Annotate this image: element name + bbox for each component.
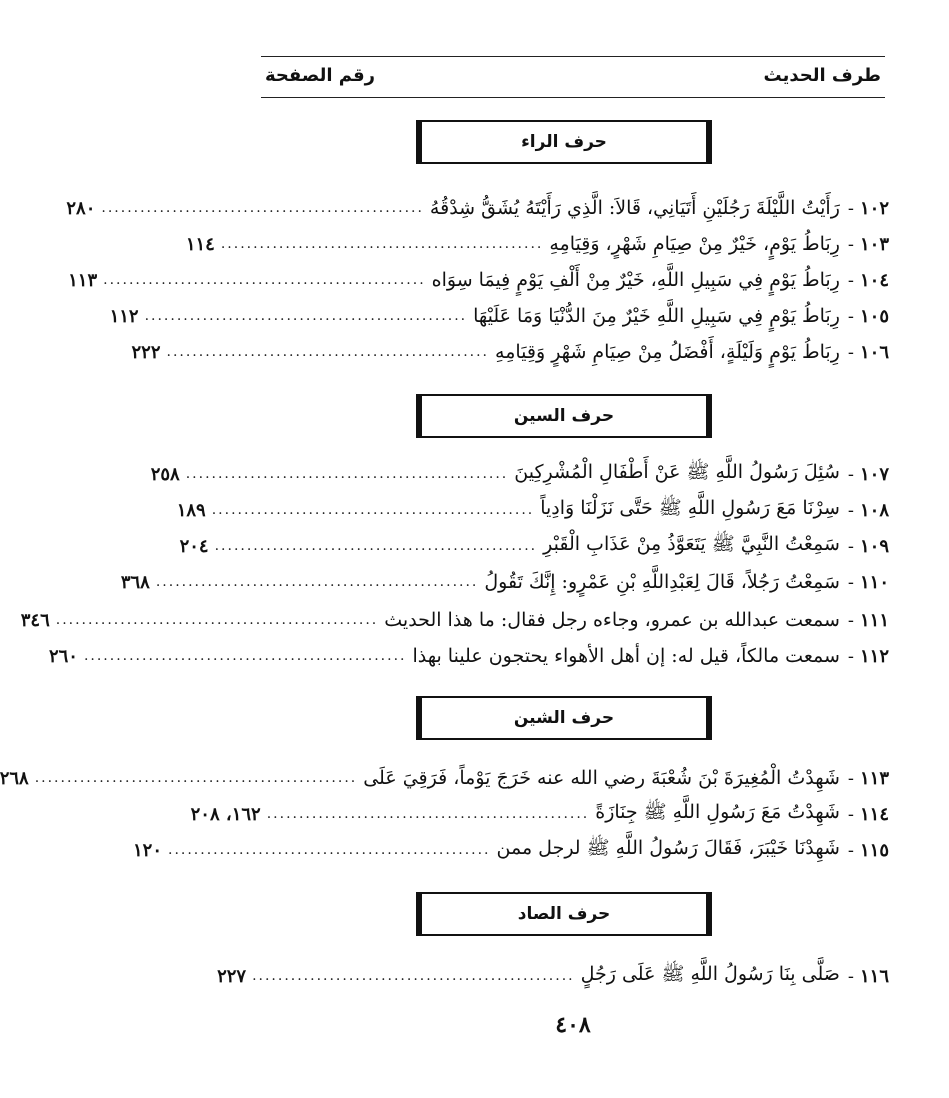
index-entry: ١٠٤ - رِبَاطُ يَوْمٍ فِي سَبِيلِ اللَّهِ، خَيْرٌ مِنْ أَلْفِ يَوْمٍ فِيمَا سِوَاه .................................................. ١١٣ [68, 269, 889, 291]
entry-text: رِبَاطُ يَوْمٍ فِي سَبِيلِ اللَّهِ خَيْرٌ مِنَ الدُّنْيَا وَمَا عَلَيْهَا [473, 305, 840, 327]
entry-number: ١١٢ [859, 645, 889, 667]
entry-number: ١١٠ [859, 571, 889, 593]
entry-page: ٣٤٦ [20, 609, 50, 631]
entry-text: سَمِعْتُ رَجُلاً، قَالَ لِعَبْدِاللَّهِ بْنِ عَمْرٍو: إِنَّكَ تَقُولُ [484, 571, 840, 593]
entry-page: ١٢٠ [132, 839, 162, 861]
entry-page: ١١٢ [109, 305, 139, 327]
entry-page: ١١٣ [68, 269, 98, 291]
section-title: حرف السين [513, 406, 615, 426]
entry-number: ١٠٩ [859, 535, 889, 557]
index-entry: ١١٥ - شَهِدْنَا خَيْبَرَ، فَقَالَ رَسُولُ اللَّهِ ﷺ لرجل ممن .................................................. ١٢٠ [263, 834, 889, 866]
index-entry: ١٠٥ - رِبَاطُ يَوْمٍ فِي سَبِيلِ اللَّهِ خَيْرٌ مِنَ الدُّنْيَا وَمَا عَلَيْهَا .................................................. ١١٢ [109, 305, 889, 327]
entry-page: ٢٠٤ [179, 535, 209, 557]
entry-page: ٢٨٠ [66, 197, 96, 219]
section-heading-sad [416, 892, 712, 936]
entry-number: ١١٥ [859, 839, 889, 861]
entry-text: رِبَاطُ يَوْمٍ وَلَيْلَةٍ، أَفْضَلُ مِنْ صِيَامِ شَهْرٍ وَقِيَامِهِ [495, 341, 840, 363]
entry-page: ١٦٢، ٢٠٨ [190, 803, 261, 825]
entry-number: ١١٤ [859, 803, 889, 825]
entry-number: ١٠٤ [859, 269, 889, 291]
index-entry: ١١٤ - شَهِدْتُ مَعَ رَسُولِ اللَّهِ ﷺ جِنَازَةً .................................................. ١٦٢، ٢٠٨ [263, 798, 889, 830]
entry-page: ٣٦٨ [120, 571, 150, 593]
index-entry: ١١٢ - سمعت مالكاً، قيل له: إن أهل الأهواء يحتجون علينا بهذا .................................................. ٢٦٠ [48, 645, 889, 667]
entry-number: ١٠٥ [859, 305, 889, 327]
index-entry: ١٠٢ - رَأَيْتُ اللَّيْلَةَ رَجُلَيْنِ أَتَيَانِي، قَالاَ: الَّذِي رَأَيْتَهُ يُشَقُّ شِدْقُهُ .................................................. ٢٨٠ [66, 197, 889, 219]
entry-text: رِبَاطُ يَوْمٍ فِي سَبِيلِ اللَّهِ، خَيْرٌ مِنْ أَلْفِ يَوْمٍ فِيمَا سِوَاه [431, 269, 840, 291]
entry-page: ٢٢٢ [131, 341, 161, 363]
leader-dots: .................................................. [144, 308, 468, 324]
leader-dots: .................................................. [185, 466, 509, 482]
leader-dots: .................................................. [211, 502, 535, 518]
header-page-column: رقم الصفحة [265, 65, 376, 86]
entry-text: رِبَاطُ يَوْمٍ، خَيْرٌ مِنْ صِيَامِ شَهْرٍ، وَقِيَامِهِ [549, 233, 840, 255]
section-heading-sheen [416, 696, 712, 740]
leader-dots: .................................................. [34, 770, 358, 786]
entry-number: ١١١ [859, 609, 889, 631]
leader-dots: .................................................. [55, 612, 379, 628]
entry-page: ١١٤ [185, 233, 215, 255]
header-hadith-column: طرف الحديث [763, 65, 881, 86]
page-number: ٤٠٨ [555, 1012, 591, 1038]
leader-dots: .................................................. [83, 648, 407, 664]
entry-page: ٢٦٨ [0, 767, 29, 789]
leader-dots: .................................................. [266, 806, 590, 822]
index-entry: ١٠٣ - رِبَاطُ يَوْمٍ، خَيْرٌ مِنْ صِيَامِ شَهْرٍ، وَقِيَامِهِ .................................................. ١١٤ [185, 233, 889, 255]
index-entry: ١١٣ - شَهِدْتُ الْمُغِيرَةَ بْنَ شُعْبَةَ رضي الله عنه خَرَجَ يَوْماً، فَرَقِيَ عَلَى .................................................. ٢٦٨ [0, 767, 889, 789]
entry-page: ٢٢٧ [217, 965, 247, 987]
entry-text: رَأَيْتُ اللَّيْلَةَ رَجُلَيْنِ أَتَيَانِي، قَالاَ: الَّذِي رَأَيْتَهُ يُشَقُّ شِدْقُهُ [429, 197, 840, 219]
leader-dots: .................................................. [252, 968, 575, 984]
index-entry: ١١٠ - سَمِعْتُ رَجُلاً، قَالَ لِعَبْدِاللَّهِ بْنِ عَمْرٍو: إِنَّكَ تَقُولُ .................................................. ٣٦٨ [120, 571, 889, 593]
leader-dots: .................................................. [101, 200, 424, 216]
leader-dots: .................................................. [220, 236, 544, 252]
entry-text: سمعت مالكاً، قيل له: إن أهل الأهواء يحتجون علينا بهذا [412, 645, 840, 667]
entry-number: ١٠٨ [859, 499, 889, 521]
entry-text: شَهِدْنَا خَيْبَرَ، فَقَالَ رَسُولُ اللَّهِ ﷺ لرجل ممن [496, 837, 840, 859]
section-title: حرف الصاد [517, 904, 611, 924]
leader-dots: .................................................. [166, 344, 490, 360]
entry-number: ١١٦ [859, 965, 889, 987]
entry-page: ١٨٩ [176, 499, 206, 521]
index-entry: ١٠٧ - سُئِلَ رَسُولُ اللَّهِ ﷺ عَنْ أَطْفَالِ الْمُشْرِكِينَ .................................................. ٢٥٨ [263, 458, 889, 490]
entry-page: ٢٥٨ [150, 463, 180, 485]
section-title: حرف الشين [513, 708, 615, 728]
entry-text: شَهِدْتُ الْمُغِيرَةَ بْنَ شُعْبَةَ رضي الله عنه خَرَجَ يَوْماً، فَرَقِيَ عَلَى [363, 767, 840, 789]
index-entry: ١١١ - سمعت عبدالله بن عمرو، وجاءه رجل فقال: ما هذا الحديث .................................................. ٣٤٦ [20, 609, 889, 631]
entry-number: ١٠٦ [859, 341, 889, 363]
index-entry: ١٠٩ - سَمِعْتُ النَّبِيَّ ﷺ يَتَعَوَّذُ مِنْ عَذَابِ الْقَبْرِ .................................................. ٢٠٤ [263, 530, 889, 562]
leader-dots: .................................................. [214, 538, 538, 554]
entry-text: سَمِعْتُ النَّبِيَّ ﷺ يَتَعَوَّذُ مِنْ عَذَابِ الْقَبْرِ [543, 533, 840, 555]
entry-number: ١٠٢ [859, 197, 889, 219]
entry-number: ١١٣ [859, 767, 889, 789]
running-header [261, 56, 885, 98]
index-entry: ١٠٨ - سِرْنَا مَعَ رَسُولِ اللَّهِ ﷺ حَتَّى نَزَلْنَا وَادِياً .................................................. ١٨٩ [263, 494, 889, 526]
entry-text: سِرْنَا مَعَ رَسُولِ اللَّهِ ﷺ حَتَّى نَزَلْنَا وَادِياً [540, 497, 840, 519]
leader-dots: .................................................. [103, 272, 426, 288]
entry-text: سُئِلَ رَسُولُ اللَّهِ ﷺ عَنْ أَطْفَالِ الْمُشْرِكِينَ [514, 461, 840, 483]
entry-number: ١٠٣ [859, 233, 889, 255]
section-heading-ra [416, 120, 712, 164]
entry-text: صَلَّى بِنَا رَسُولُ اللَّهِ ﷺ عَلَى رَجُلٍ [580, 963, 840, 985]
entry-text: شَهِدْتُ مَعَ رَسُولِ اللَّهِ ﷺ جِنَازَةً [595, 801, 840, 823]
leader-dots: .................................................. [168, 842, 491, 858]
section-heading-seen [416, 394, 712, 438]
leader-dots: .................................................. [155, 574, 479, 590]
index-entry: ١١٦ - صَلَّى بِنَا رَسُولُ اللَّهِ ﷺ عَلَى رَجُلٍ .................................................. ٢٢٧ [263, 960, 889, 992]
entry-text: سمعت عبدالله بن عمرو، وجاءه رجل فقال: ما هذا الحديث [384, 609, 840, 631]
entry-number: ١٠٧ [859, 463, 889, 485]
section-title: حرف الراء [521, 132, 607, 152]
entry-page: ٢٦٠ [48, 645, 78, 667]
index-entry: ١٠٦ - رِبَاطُ يَوْمٍ وَلَيْلَةٍ، أَفْضَلُ مِنْ صِيَامِ شَهْرٍ وَقِيَامِهِ .................................................. ٢٢٢ [131, 341, 889, 363]
